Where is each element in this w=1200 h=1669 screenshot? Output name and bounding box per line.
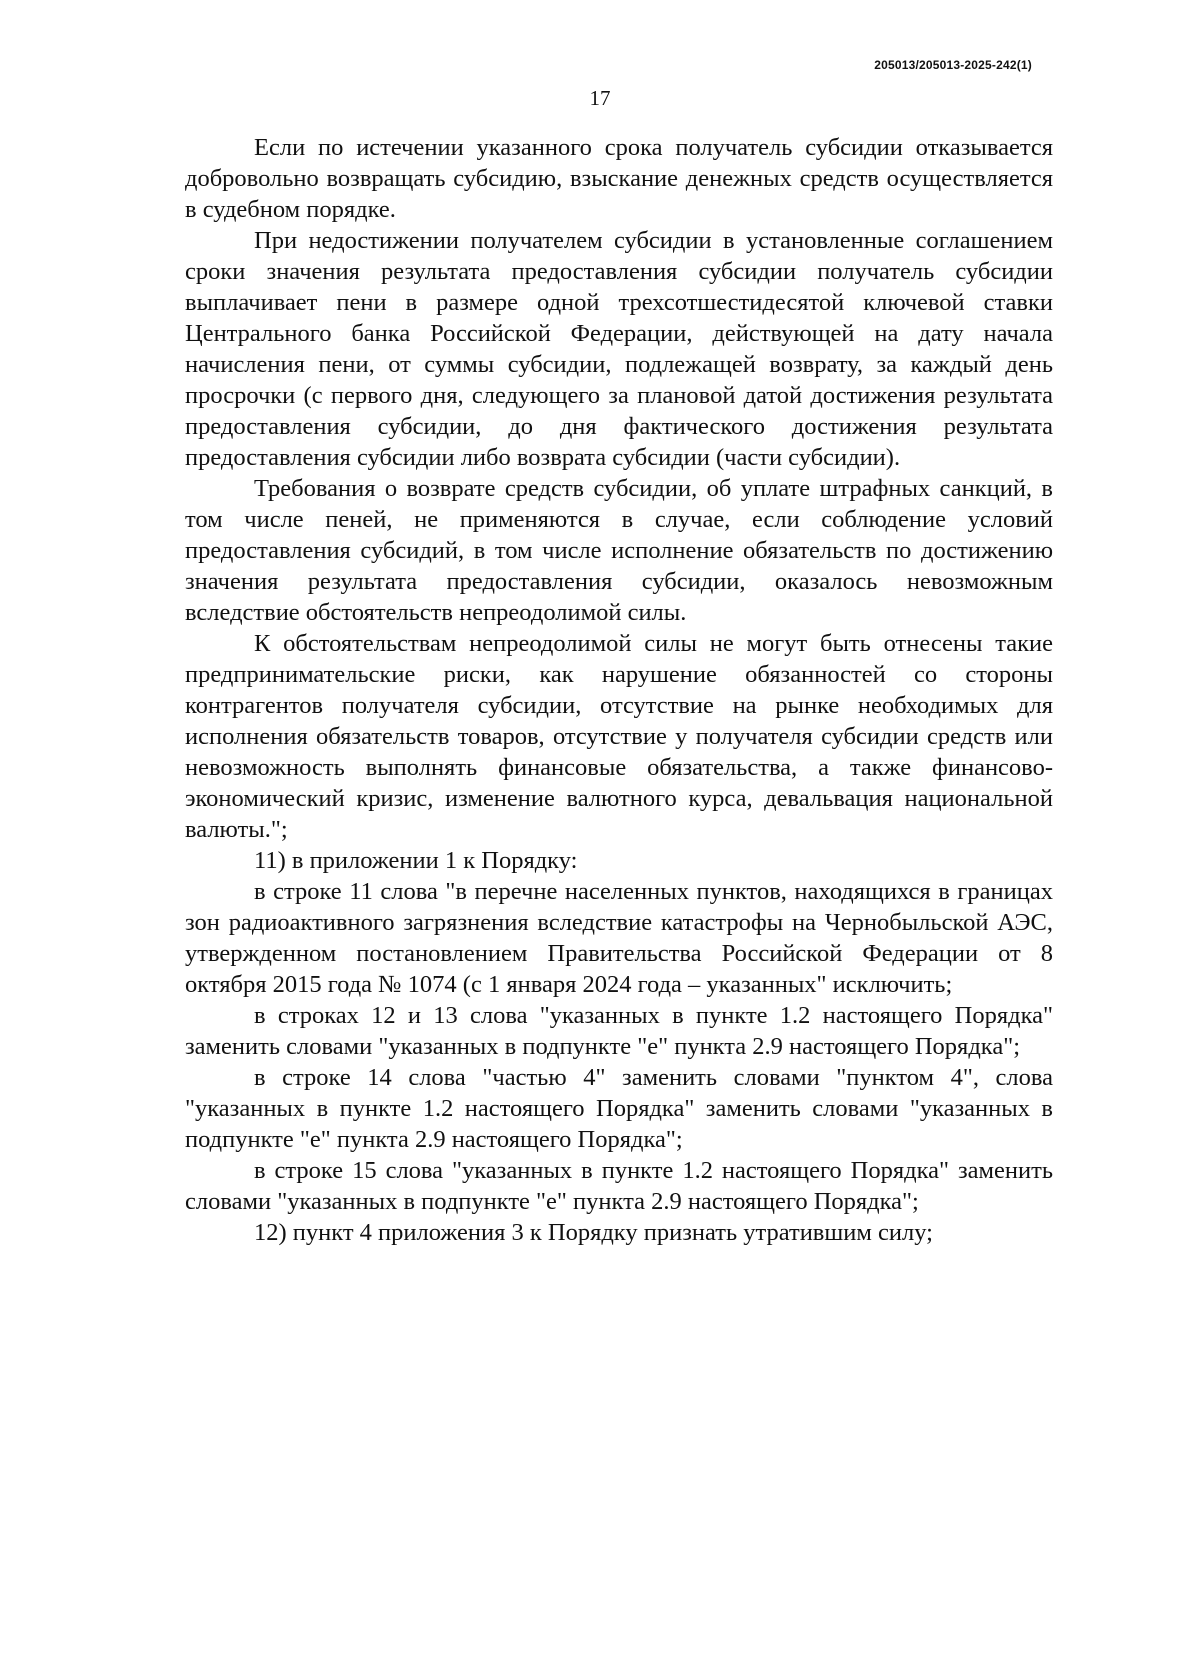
paragraph-force-majeure-exclusions: К обстоятельствам непреодолимой силы не могут быть отнесены такие предпринимательские риски, как нарушение обязанностей со стороны контрагентов получателя субсидии, отсутствие на рынке необходимых для исполнения обязательств товаров, отсутствие у получателя субсидии средств или невозможность выполнять финансовые обязательства, а также финансово-экономический кризис, изменение валютного курса, девальвация национальной валюты.";	[185, 630, 1053, 843]
list-item-11: 11) в приложении 1 к Порядку:	[254, 847, 578, 874]
paragraph-penalty: При недостижении получателем субсидии в установленные соглашением сроки значения результата предоставления субсидии получатель субсидии выплачивает пени в размере одной трехсотшестидесятой ключевой ставки Центрального банка Российской Федерации, действующей на дату начала начисления пени, от суммы субсидии, подлежащей возврату, за каждый день просрочки (с первого дня, следующего за плановой датой достижения результата предоставления субсидии, до дня фактического достижения результата предоставления субсидии либо возврата субсидии (части субсидии).	[185, 227, 1053, 471]
list-item-12: 12) пункт 4 приложения 3 к Порядку признать утратившим силу;	[254, 1219, 933, 1246]
paragraph-rows-12-13-change: в строках 12 и 13 слова "указанных в пункте 1.2 настоящего Порядка" заменить словами "указанных в подпункте "е" пункта 2.9 настоящего Порядка";	[185, 1002, 1053, 1060]
page-number: 17	[589, 86, 611, 110]
document-body	[185, 132, 1053, 1248]
document-code: 205013/205013-2025-242(1)	[874, 58, 1032, 72]
paragraph-row-14-change: в строке 14 слова "частью 4" заменить словами "пунктом 4", слова "указанных в пункте 1.2 настоящего Порядка" заменить словами "указанных в подпункте "е" пункта 2.9 настоящего Порядка";	[185, 1064, 1053, 1153]
paragraph-refusal-to-return: Если по истечении указанного срока получатель субсидии отказывается добровольно возвращать субсидию, взыскание денежных средств осуществляется в судебном порядке.	[185, 134, 1053, 223]
paragraph-force-majeure-exemption: Требования о возврате средств субсидии, об уплате штрафных санкций, в том числе пеней, не применяются в случае, если соблюдение условий предоставления субсидий, в том числе исполнение обязательств по достижению значения результата предоставления субсидии, оказалось невозможным вследствие обстоятельств непреодолимой силы.	[185, 475, 1053, 626]
paragraph-row-15-change: в строке 15 слова "указанных в пункте 1.2 настоящего Порядка" заменить словами "указанных в подпункте "е" пункта 2.9 настоящего Порядка";	[185, 1157, 1053, 1215]
paragraph-row-11-change: в строке 11 слова "в перечне населенных пунктов, находящихся в границах зон радиоактивного загрязнения вследствие катастрофы на Чернобыльской АЭС, утвержденном постановлением Правительства Российской Федерации от 8 октября 2015 года № 1074 (с 1 января 2024 года – указанных" исключить;	[185, 878, 1053, 998]
